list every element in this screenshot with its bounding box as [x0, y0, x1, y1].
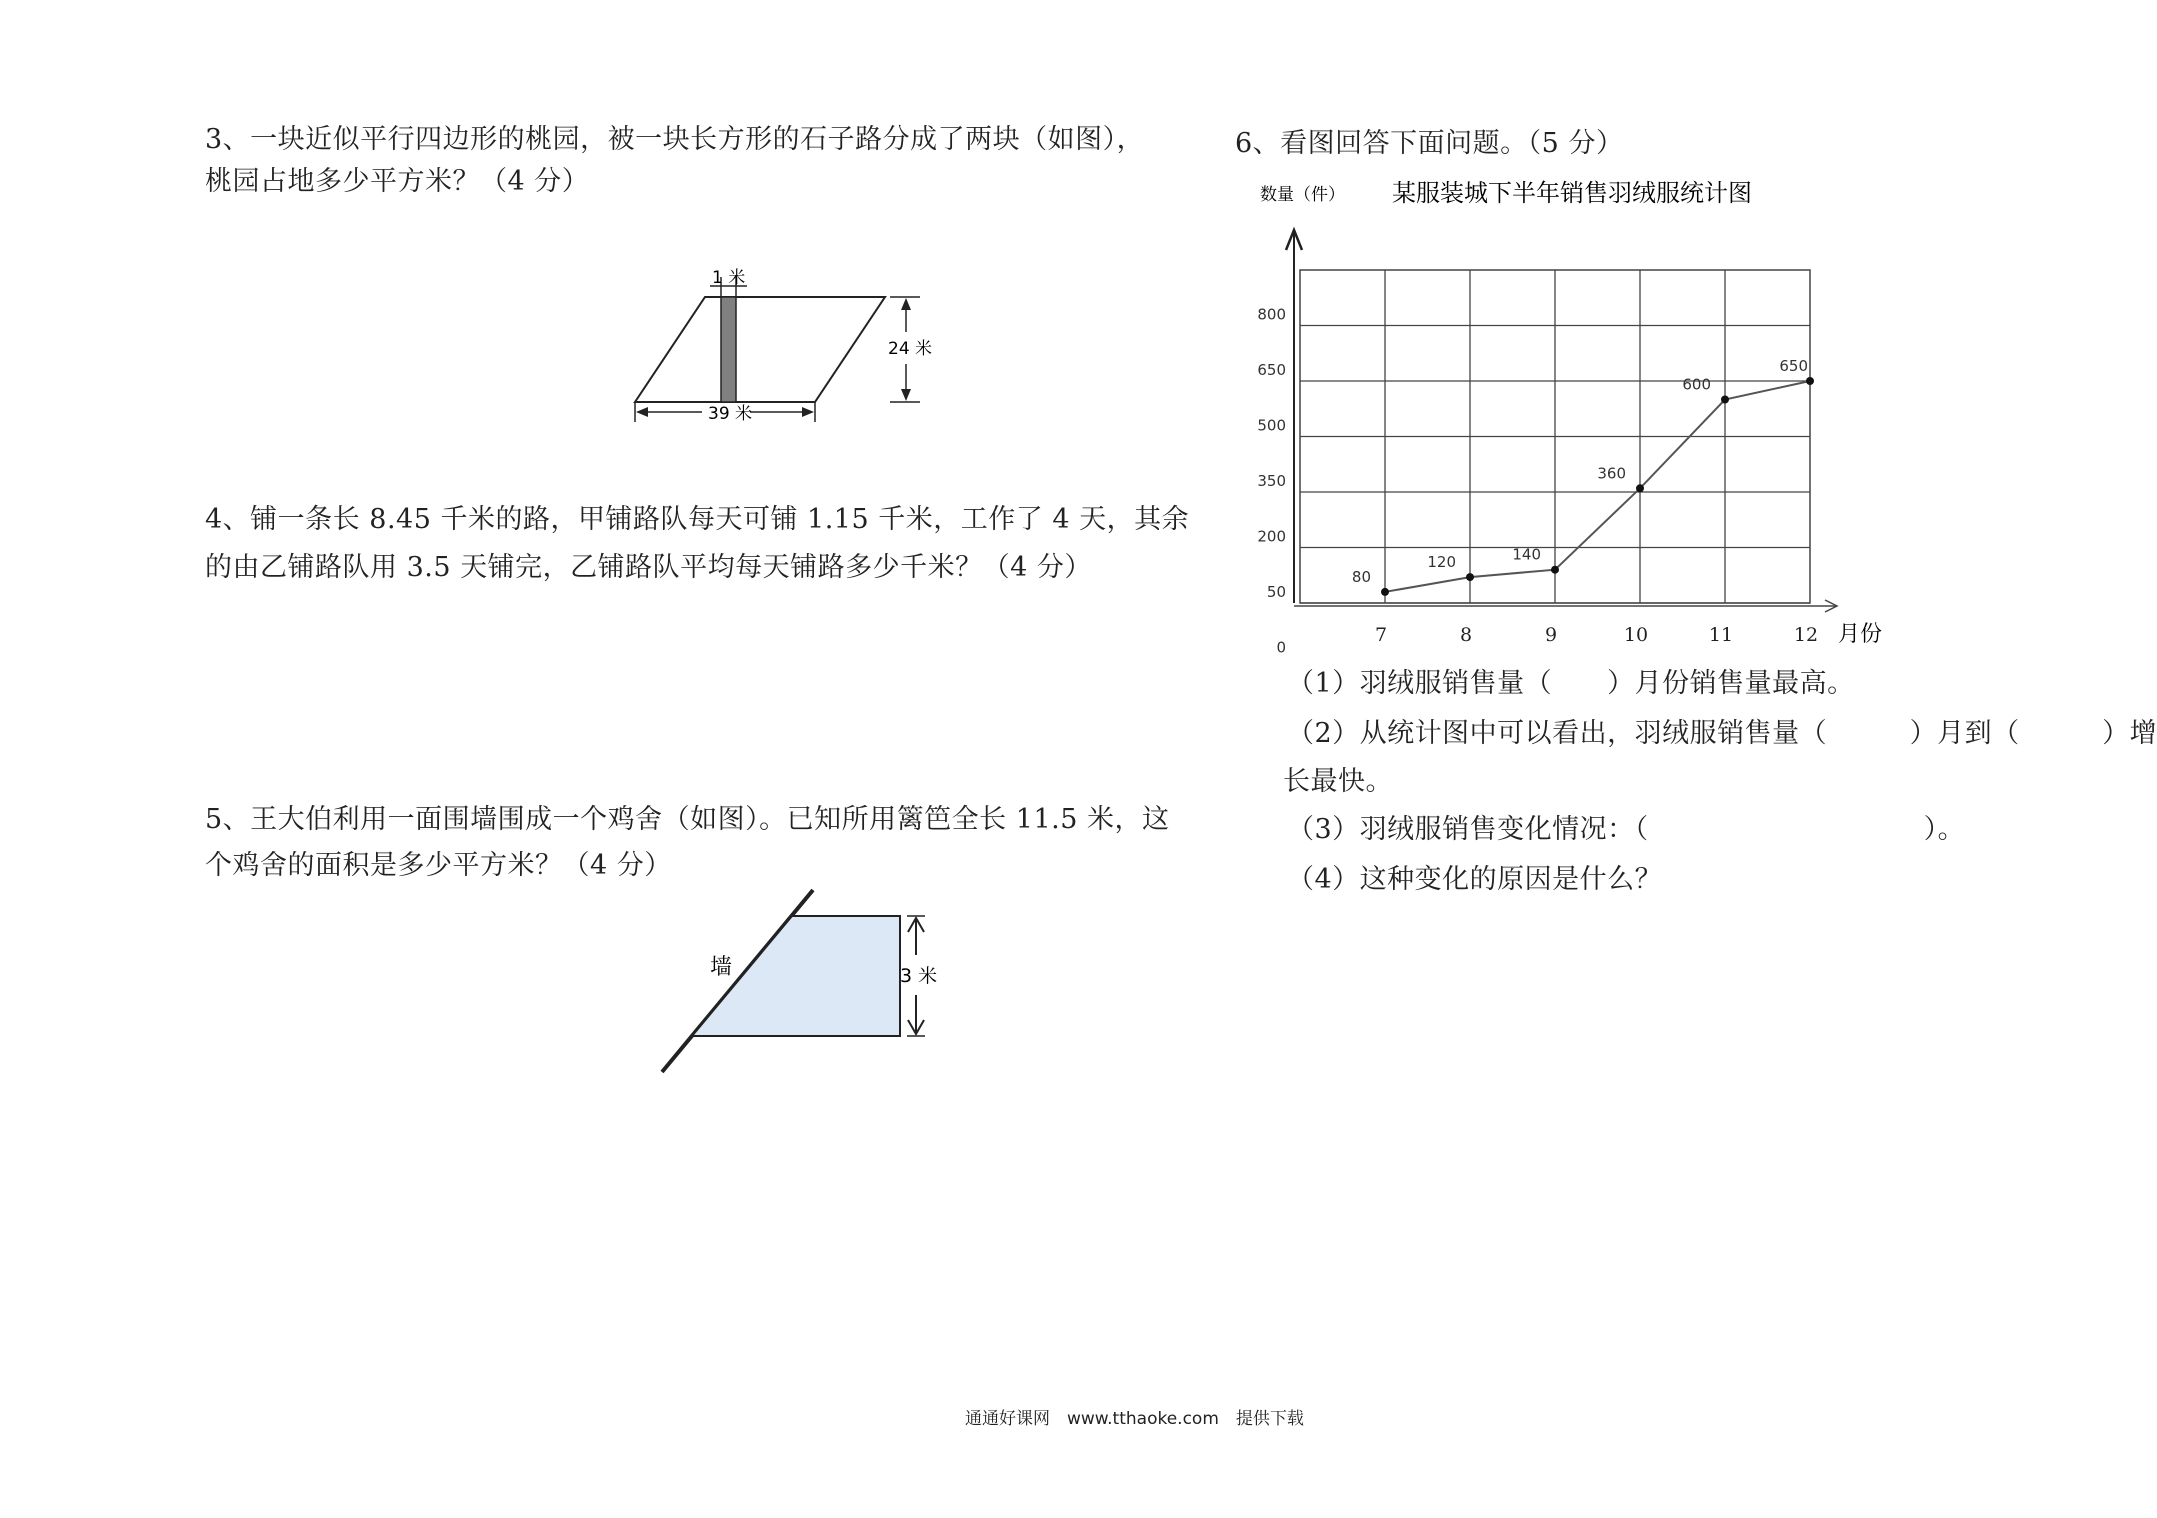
chart-axes	[1286, 230, 1837, 612]
q3-text-line1: 3、一块近似平行四边形的桃园，被一块长方形的石子路分成了两块（如图），	[205, 124, 1145, 155]
x-tick-label: 8	[1459, 624, 1473, 646]
height-label: 24 米	[888, 339, 933, 359]
data-point	[1636, 484, 1644, 492]
y-tick-label: 50	[1266, 583, 1286, 601]
x-tick-label: 9	[1544, 624, 1558, 646]
x-tick-label: 12	[1793, 624, 1819, 646]
data-label: 650	[1779, 357, 1808, 375]
y-tick-label: 500	[1257, 416, 1286, 435]
q6-sub1: （1）羽绒服销售量（ ）月份销售量最高。	[1287, 668, 1855, 699]
data-point	[1466, 573, 1474, 581]
q6-sub2-line1: （2）从统计图中可以看出，羽绒服销售量（ ）月到（ ）增	[1287, 718, 2157, 749]
y-tick-label: 800	[1257, 305, 1286, 324]
chart-x-ticks	[1375, 624, 1818, 646]
data-label: 80	[1351, 567, 1371, 586]
q4-text-line2: 的由乙铺路队用 3.5 天铺完，乙铺路队平均每天铺路多少千米？（4 分）	[205, 552, 1092, 583]
q4-text-line1: 4、铺一条长 8.45 千米的路，甲铺路队每天可铺 1.15 千米，工作了 4 天，其余	[205, 504, 1190, 535]
chart-x-axis-title: 月份	[1838, 622, 1883, 647]
q3-text-line2: 桃园占地多少平方米？（4 分）	[205, 166, 590, 197]
q6-sub3: （3）羽绒服销售变化情况：（ ）。	[1287, 814, 1966, 845]
road-width-label: 1 米	[712, 268, 746, 288]
q3-parallelogram-figure	[620, 262, 940, 437]
q6-heading: 6、看图回答下面问题。（5 分）	[1235, 128, 1624, 159]
data-point	[1551, 566, 1559, 574]
chart-y-ticks	[1257, 306, 1286, 657]
q5-text-line1: 5、王大伯利用一面围墙围成一个鸡舍（如图）。已知所用篱笆全长 11.5 米，这	[205, 804, 1170, 835]
chart-title: 某服装城下半年销售羽绒服统计图	[1392, 179, 1752, 207]
x-tick-label: 10	[1623, 624, 1649, 646]
y-tick-label: 200	[1257, 527, 1286, 546]
parallelogram-shape	[635, 297, 885, 402]
y-tick-label: 650	[1257, 361, 1286, 379]
chart-grid	[1300, 270, 1810, 603]
footer-text: 通通好课网 www.tthaoke.com 提供下载	[965, 1409, 1304, 1429]
data-point	[1721, 396, 1729, 404]
y-tick-label: 0	[1276, 638, 1286, 657]
data-point	[1806, 377, 1814, 385]
data-label: 120	[1427, 553, 1456, 572]
height-label: 3 米	[900, 965, 938, 987]
data-label: 600	[1682, 375, 1711, 394]
stone-road-rect	[721, 297, 736, 402]
y-tick-label: 350	[1257, 472, 1286, 490]
data-point	[1381, 588, 1389, 596]
q5-trapezoid-figure	[650, 880, 950, 1080]
x-tick-label: 7	[1374, 624, 1388, 646]
data-label: 140	[1512, 545, 1541, 564]
chart-data-labels	[1352, 357, 1808, 586]
chart-ylabel: 数量（件）	[1260, 185, 1345, 205]
q5-text-line2: 个鸡舍的面积是多少平方米？（4 分）	[205, 850, 672, 881]
x-tick-label: 11	[1708, 624, 1734, 646]
q6-sub4: （4）这种变化的原因是什么？	[1287, 864, 1663, 895]
sales-line-chart	[1240, 170, 1883, 660]
q6-sub2-line2: 长最快。	[1283, 766, 1393, 797]
data-label: 360	[1597, 464, 1626, 483]
base-label: 39 米	[708, 404, 753, 424]
wall-label: 墙	[710, 955, 733, 980]
